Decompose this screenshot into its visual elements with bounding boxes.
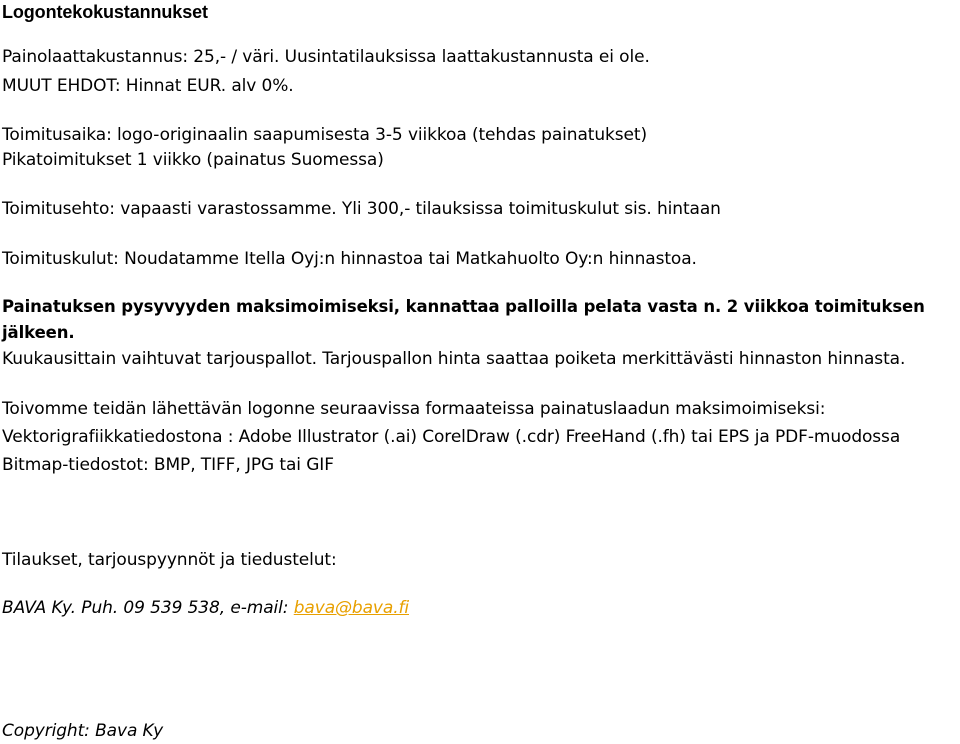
- express-delivery-line: Pikatoimitukset 1 viikko (painatus Suomessa): [2, 150, 384, 170]
- company-phone: BAVA Ky. Puh. 09 539 538,: [2, 598, 226, 618]
- offer-balls-line: Kuukausittain vaihtuvat tarjouspallot. Tarjouspallon hinta saattaa poiketa merkittävästi hinnaston hinnasta.: [2, 349, 906, 369]
- email-label: e-mail:: [230, 598, 289, 618]
- printing-cost-line: Painolaattakustannus: 25,- / väri. Uusintatilauksissa laattakustannusta ei ole.: [2, 47, 650, 67]
- contact-line: [2, 597, 409, 619]
- formats-intro-line: Toivomme teidän lähettävän logonne seuraavissa formaateissa painatuslaadun maksimoimiseksi:: [2, 399, 826, 419]
- copyright-text: Copyright: Bava Ky: [2, 721, 164, 741]
- other-terms-line: MUUT EHDOT: Hinnat EUR. alv 0%.: [2, 76, 294, 96]
- durability-note-line1: Painatuksen pysyvyyden maksimoimiseksi, kannattaa palloilla pelata vasta n. 2 viikkoa toimituksen: [2, 297, 925, 316]
- delivery-costs-line: Toimituskulut: Noudatamme Itella Oyj:n hinnastoa tai Matkahuolto Oy:n hinnastoa.: [2, 249, 697, 269]
- vector-formats-line: Vektorigrafiikkatiedostona : Adobe Illustrator (.ai) CorelDraw (.cdr) FreeHand (.fh) tai EPS ja PDF-muodossa: [2, 427, 901, 447]
- email-link[interactable]: bava@bava.fi: [293, 598, 410, 618]
- contact-heading: Tilaukset, tarjouspyynnöt ja tiedustelut:: [2, 550, 337, 570]
- delivery-time-line: Toimitusaika: logo-originaalin saapumisesta 3-5 viikkoa (tehdas painatukset): [2, 125, 647, 145]
- delivery-terms-line: Toimitusehto: vapaasti varastossamme. Yli 300,- tilauksissa toimituskulut sis. hintaan: [2, 199, 721, 219]
- durability-note-line2: jälkeen.: [2, 323, 75, 342]
- bitmap-formats-line: Bitmap-tiedostot: BMP, TIFF, JPG tai GIF: [2, 455, 334, 475]
- page-title: Logontekokustannukset: [2, 2, 208, 22]
